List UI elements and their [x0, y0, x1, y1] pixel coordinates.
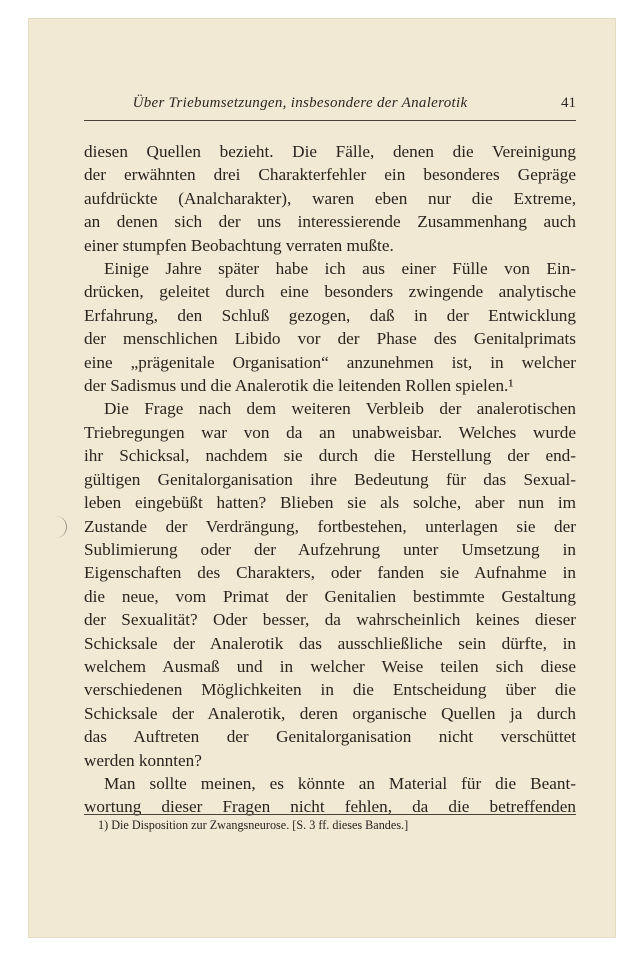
text-line: diesen Quellen bezieht. Die Fälle, denen die Vereinigung [84, 142, 576, 161]
text-line: Eigenschaften des Charakters, oder fanden sie Aufnahme in [84, 563, 576, 583]
text-line: aufdrückte (Analcharakter), waren eben nur die Extreme, [84, 188, 576, 208]
text-line: werden konnten? [84, 750, 202, 770]
page-number: 41 [561, 95, 576, 111]
footnote: 1) Die Disposition zur Zwangsneurose. [S. 3 ff. dieses Bandes.] [98, 818, 409, 832]
text-line: Erfahrung, den Schluß gezogen, daß in der Entwicklung [84, 305, 576, 325]
text-line: der Sexualität? Oder besser, da wahrscheinlich keines dieser [84, 610, 576, 630]
text-line: welchem Ausmaß und in welcher Weise teilen sich diese [84, 656, 576, 676]
footnote-rule [84, 814, 576, 815]
running-title: Über Triebumsetzungen, insbesondere der Analerotik [132, 95, 468, 111]
text-line: einer stumpfen Beobachtung verraten mußte. [84, 235, 394, 255]
page-header [84, 95, 576, 119]
text-line: verschiedenen Möglichkeiten in die Entscheidung über die [84, 680, 576, 700]
text-line: eine „prägenitale Organisation“ anzunehmen ist, in welcher [84, 352, 576, 372]
text-line: ihr Schicksal, nachdem sie durch die Herstellung der end- [84, 446, 576, 466]
text-line: drücken, geleitet durch eine besonders zwingende analytische [84, 282, 576, 302]
text-line: Zustande der Verdrängung, fortbestehen, unterlagen sie der [84, 516, 576, 536]
page-fold-mark [52, 516, 67, 538]
text-line: Man sollte meinen, es könnte an Material für die Beant- [104, 773, 576, 793]
text-line: gültigen Genitalorganisation ihre Bedeutung für das Sexual- [84, 469, 576, 489]
text-line: Triebregungen war von da an unabweisbar. Welches wurde [84, 422, 576, 442]
text-line: wortung dieser Fragen nicht fehlen, da die betreffenden [84, 797, 576, 817]
text-line: an denen sich der uns interessierende Zusammenhang auch [84, 212, 576, 232]
text-line: leben eingebüßt hatten? Blieben sie als solche, aber nun im [84, 493, 576, 513]
text-line: Schicksale der Analerotik das ausschließliche sein dürfte, in [84, 633, 576, 653]
body-text [84, 140, 576, 819]
text-line: das Auftreten der Genitalorganisation nicht verschüttet [84, 727, 576, 747]
text-line: Einige Jahre später habe ich aus einer Fülle von Ein- [104, 259, 576, 279]
text-line: der erwähnten drei Charakterfehler ein besonderes Gepräge [84, 165, 576, 185]
text-line: Sublimierung oder der Aufzehrung unter Umsetzung in [84, 539, 576, 559]
text-line: der Sadismus und die Analerotik die leitenden Rollen spielen.¹ [84, 376, 514, 396]
header-rule [84, 120, 576, 121]
text-line: die neue, vom Primat der Genitalien bestimmte Gestaltung [84, 586, 576, 606]
text-line: der menschlichen Libido vor der Phase des Genitalprimats [84, 329, 576, 349]
text-line: Die Frage nach dem weiteren Verbleib der analerotischen [104, 399, 576, 419]
text-line: Schicksale der Analerotik, deren organische Quellen ja durch [84, 703, 576, 723]
book-page [28, 18, 616, 938]
